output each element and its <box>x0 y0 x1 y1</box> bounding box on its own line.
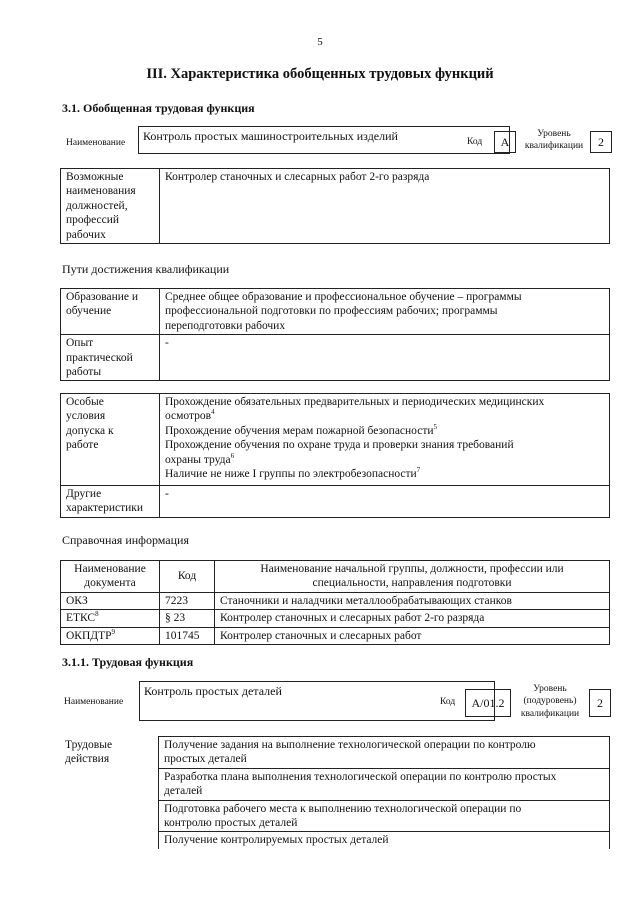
action-line: простых деталей <box>164 753 247 766</box>
value-line: Среднее общее образование и профессиональное обучение – программы <box>165 291 522 303</box>
experience-value: - <box>160 335 610 381</box>
gtf-level-label <box>517 128 591 153</box>
tf-code-label: Код <box>440 697 456 707</box>
actions-label <box>60 737 159 849</box>
table-row <box>61 592 610 609</box>
label-line: рабочих <box>66 228 106 241</box>
value-line: профессиональной подготовки по профессиям рабочих; программы <box>165 305 498 318</box>
ref-doc <box>61 592 160 609</box>
gtf-heading: 3.1. Обобщенная трудовая функция <box>62 101 255 115</box>
ref-doc <box>61 627 160 644</box>
label-line: должностей, <box>66 199 128 212</box>
label-line: профессий <box>66 214 120 227</box>
action-item <box>159 800 610 832</box>
tf-heading: 3.1.1. Трудовая функция <box>62 655 194 669</box>
label-line: Особые <box>66 396 104 408</box>
header-line: специальности, направления подготовки <box>312 577 512 590</box>
action-item <box>159 832 610 849</box>
label-line: условия <box>66 410 106 423</box>
header-line: Наименование <box>74 563 146 575</box>
tf-level-label-line: квалификации <box>520 708 580 719</box>
ref-doc <box>61 610 160 627</box>
table-row <box>61 627 610 644</box>
condition-item <box>165 424 604 438</box>
condition-text: Прохождение обязательных предварительных и периодических медицинских <box>165 396 545 408</box>
condition-item <box>165 409 604 423</box>
action-line: контролю простых деталей <box>164 816 298 829</box>
gtf-name-row <box>62 126 612 158</box>
label-line: практической <box>66 351 133 364</box>
tf-level-value: 2 <box>589 689 611 717</box>
gtf-code-value: А <box>494 131 516 153</box>
label-line: действия <box>65 752 110 765</box>
label-line: наименования <box>66 185 136 198</box>
action-line: Получение задания на выполнение технологической операции по контролю <box>164 739 536 751</box>
ref-code: 101745 <box>160 627 215 644</box>
gtf-level-label-line1: Уровень <box>537 129 571 139</box>
condition-item <box>165 453 604 467</box>
action-line: Подготовка рабочего места к выполнению технологической операции по <box>164 802 522 815</box>
gtf-name-value: Контроль простых машиностроительных изделий <box>138 126 510 154</box>
condition-text: охраны труда <box>165 453 231 466</box>
condition-item <box>165 395 604 409</box>
value-line: переподготовки рабочих <box>165 319 286 332</box>
gtf-level-value: 2 <box>590 131 612 153</box>
footnote-ref: 4 <box>211 408 215 417</box>
conditions-value <box>160 394 610 486</box>
other-value: - <box>160 486 610 518</box>
condition-text: Наличие не ниже I группы по электробезопасности <box>165 467 417 480</box>
label-line: обучение <box>66 305 112 318</box>
gtf-level-label-line2: квалификации <box>524 141 584 152</box>
ref-code: § 23 <box>160 610 215 627</box>
tf-name-value: Контроль простых деталей <box>139 681 495 721</box>
header-line: документа <box>84 577 136 590</box>
positions-value: Контролер станочных и слесарных работ 2-го разряда <box>160 169 610 244</box>
doc-name: ЕТКС <box>66 612 96 625</box>
ref-code: 7223 <box>160 592 215 609</box>
condition-text: Прохождение обучения по охране труда и проверки знания требований <box>165 439 514 452</box>
positions-label <box>61 169 160 244</box>
label-line: Образование и <box>66 291 139 303</box>
action-line: Разработка плана выполнения технологической операции по контролю простых <box>164 770 557 783</box>
tf-name-row <box>62 681 612 725</box>
action-line: Получение контролируемых простых деталей <box>164 834 389 847</box>
reference-table <box>60 560 610 645</box>
tf-name-label: Наименование <box>64 697 124 707</box>
positions-table <box>60 168 610 244</box>
ref-header-name <box>215 561 610 593</box>
footnote-ref: 8 <box>95 610 99 619</box>
tf-level-label <box>512 683 588 720</box>
action-item <box>159 737 610 769</box>
experience-label <box>61 335 160 381</box>
condition-item <box>165 438 604 452</box>
education-value <box>160 289 610 335</box>
tf-level-label-line: (подуровень) <box>523 696 577 707</box>
label-line: Трудовые <box>65 738 113 751</box>
ref-name: Контролер станочных и слесарных работ 2-го разряда <box>215 610 610 627</box>
label-line: Возможные <box>66 171 124 183</box>
table-row <box>61 610 610 627</box>
actions-table <box>60 736 610 849</box>
action-item <box>159 768 610 800</box>
ref-name: Контролер станочных и слесарных работ <box>215 627 610 644</box>
education-table <box>60 288 610 381</box>
doc-name: ОКЗ <box>66 594 88 607</box>
footnote-ref: 5 <box>433 422 438 431</box>
conditions-label <box>61 394 160 486</box>
doc-name: ОКПДТР <box>66 629 112 642</box>
tf-code-value: А/01.2 <box>465 689 511 717</box>
footnote-ref: 6 <box>230 451 235 460</box>
section-title: III. Характеристика обобщенных трудовых функций <box>146 66 494 82</box>
footnote-ref: 7 <box>416 466 421 475</box>
gtf-name-label: Наименование <box>66 138 126 148</box>
conditions-table <box>60 393 610 518</box>
label-line: Опыт <box>66 337 94 350</box>
footnote-ref: 9 <box>111 627 116 636</box>
ref-heading: Справочная информация <box>62 533 189 547</box>
condition-text: Прохождение обучения мерам пожарной безопасности <box>165 424 434 437</box>
page-number: 5 <box>317 36 323 48</box>
education-label <box>61 289 160 335</box>
ref-name: Станочники и наладчики металлообрабатывающих станков <box>215 592 610 609</box>
condition-text: осмотров <box>165 410 212 423</box>
label-line: работы <box>66 365 102 378</box>
paths-heading: Пути достижения квалификации <box>62 262 230 276</box>
ref-header-doc <box>61 561 160 593</box>
gtf-code-label: Код <box>467 137 483 147</box>
tf-level-label-line: Уровень <box>533 684 567 694</box>
condition-item <box>165 467 604 481</box>
label-line: работе <box>66 439 99 452</box>
action-line: деталей <box>164 785 203 798</box>
other-label: Другие характеристики <box>61 486 160 518</box>
ref-header-code: Код <box>160 561 215 593</box>
label-line: допуска к <box>66 424 114 437</box>
header-line: Наименование начальной группы, должности, профессии или <box>260 563 564 575</box>
